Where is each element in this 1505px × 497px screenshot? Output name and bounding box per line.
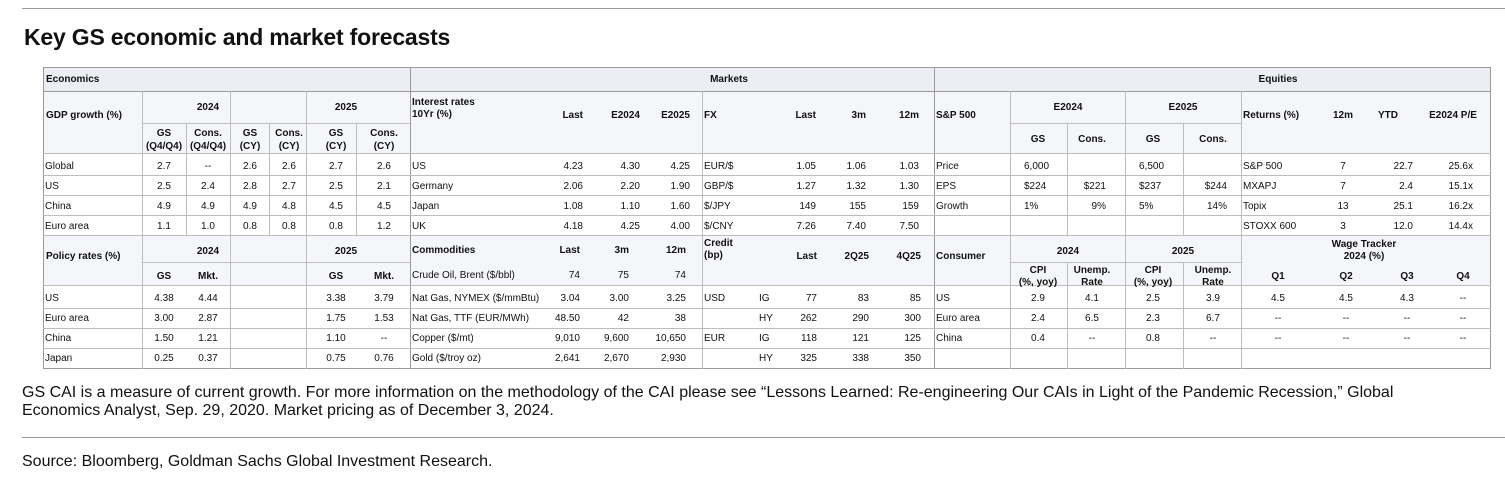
commodities-value: 2,670 xyxy=(603,352,629,364)
policy-value: 3.79 xyxy=(374,292,394,304)
commodities-value: 3.04 xyxy=(560,292,580,304)
sp500-year-e2025: E2025 xyxy=(1168,101,1198,113)
commodities-value: 2,641 xyxy=(554,352,580,364)
gdp-year-2025: 2025 xyxy=(334,101,358,113)
rates-value: 4.18 xyxy=(563,220,583,232)
policy-row-label: Japan xyxy=(45,352,73,364)
gdp-value: 2.4 xyxy=(201,180,215,192)
credit-value: 118 xyxy=(801,332,817,344)
credit-value: 325 xyxy=(800,352,817,364)
returns-row-label: Topix xyxy=(1243,200,1267,212)
policy-col-header: Mkt. xyxy=(198,270,218,282)
wage-value: -- xyxy=(1403,332,1411,344)
commodities-label: Commodities xyxy=(412,244,476,256)
returns-row-label: S&P 500 xyxy=(1243,160,1283,172)
gdp-value: 2.7 xyxy=(157,160,171,172)
policy-row-label: Euro area xyxy=(45,312,89,324)
sp500-value: $224 xyxy=(1024,180,1047,192)
credit-type: HY xyxy=(759,352,773,364)
credit-value: 85 xyxy=(909,292,921,304)
gdp-value: 2.5 xyxy=(157,180,171,192)
sp500-row-label: Growth xyxy=(936,200,969,212)
policy-value: 0.25 xyxy=(154,352,174,364)
fx-row-label: $/CNY xyxy=(704,220,734,232)
wage-col-header: Q1 xyxy=(1271,270,1285,282)
gdp-col-header: (CY) xyxy=(325,140,347,152)
gdp-value: -- xyxy=(204,160,212,172)
policy-row-label: China xyxy=(45,332,72,344)
returns-label: Returns (%) xyxy=(1243,109,1300,121)
gdp-value: 4.9 xyxy=(201,200,215,212)
consumer-col-header: (%, yoy) xyxy=(1133,276,1173,288)
consumer-value: 0.4 xyxy=(1031,332,1045,344)
commodities-col-header: 12m xyxy=(665,244,686,256)
returns-row-label: STOXX 600 xyxy=(1243,220,1297,232)
commodities-row-label: Crude Oil, Brent ($/bbl) xyxy=(412,269,515,281)
gdp-row-label: US xyxy=(45,180,59,192)
gdp-value: 4.8 xyxy=(282,200,296,212)
fx-value: 1.06 xyxy=(846,160,866,172)
page-title: Key GS economic and market forecasts xyxy=(24,24,451,50)
policy-year-2025: 2025 xyxy=(334,245,358,257)
credit-value: 262 xyxy=(800,312,817,324)
sp500-value: $244 xyxy=(1204,180,1227,192)
fx-row-label: $/JPY xyxy=(704,200,731,212)
gdp-col-header: (CY) xyxy=(278,140,300,152)
returns-value: 16.2x xyxy=(1448,200,1473,212)
fx-value: 7.26 xyxy=(796,220,816,232)
credit-value: 290 xyxy=(852,312,869,324)
returns-value: 7 xyxy=(1340,180,1346,192)
returns-value: 22.7 xyxy=(1393,160,1413,172)
gdp-value: 0.8 xyxy=(329,220,343,232)
fx-value: 149 xyxy=(799,200,816,212)
credit-type: IG xyxy=(759,292,770,304)
sp500-year-e2024: E2024 xyxy=(1053,101,1083,113)
sp500-value: 5% xyxy=(1139,200,1154,212)
policy-value: 0.37 xyxy=(198,352,218,364)
consumer-col-header: Rate xyxy=(1081,276,1103,288)
gdp-value: 2.6 xyxy=(282,160,296,172)
wage-col-header: Q3 xyxy=(1400,270,1414,282)
rates-value: 1.60 xyxy=(670,200,690,212)
gdp-row-label: China xyxy=(45,200,72,212)
commodities-value: 9,010 xyxy=(554,332,580,344)
rates-value: 2.20 xyxy=(620,180,640,192)
rates-row-label: Germany xyxy=(412,180,454,192)
gdp-value: 4.9 xyxy=(243,200,257,212)
rates-value: 1.90 xyxy=(670,180,690,192)
sp500-col-header: GS xyxy=(1145,133,1161,145)
top-rule xyxy=(22,8,1505,9)
gdp-col-header: Cons. xyxy=(194,127,222,139)
fx-value: 1.03 xyxy=(899,160,919,172)
credit-value: 77 xyxy=(805,292,817,304)
commodities-value: 10,650 xyxy=(655,332,686,344)
policy-value: 0.75 xyxy=(326,352,346,364)
section-economics: Economics xyxy=(46,73,100,85)
gdp-value: 2.8 xyxy=(243,180,257,192)
credit-label: (bp) xyxy=(704,249,723,261)
commodities-value: 9,600 xyxy=(603,332,629,344)
returns-value: 3 xyxy=(1340,220,1346,232)
footnote-rule xyxy=(22,437,1505,438)
gdp-value: 4.9 xyxy=(157,200,171,212)
returns-row-label: MXAPJ xyxy=(1243,180,1277,192)
consumer-col-header: CPI xyxy=(1029,264,1047,276)
gdp-col-header: (CY) xyxy=(373,140,395,152)
credit-value: 350 xyxy=(904,352,921,364)
rates-value: 4.25 xyxy=(670,160,690,172)
policy-col-header: GS xyxy=(156,270,172,282)
rates-value: 4.30 xyxy=(620,160,640,172)
consumer-value: 4.1 xyxy=(1085,292,1099,304)
credit-label: Credit xyxy=(704,237,733,249)
commodities-row-label: Nat Gas, NYMEX ($/mmBtu) xyxy=(412,292,540,304)
fx-row-label: EUR/$ xyxy=(704,160,734,172)
commodities-value: 42 xyxy=(617,312,629,324)
rates-value: 2.06 xyxy=(563,180,583,192)
fx-value: 155 xyxy=(849,200,866,212)
policy-col-header: GS xyxy=(328,270,344,282)
credit-value: 121 xyxy=(852,332,869,344)
rates-value: 4.25 xyxy=(620,220,640,232)
commodities-row-label: Gold ($/troy oz) xyxy=(412,352,481,364)
rates-label: Interest rates xyxy=(412,96,475,108)
rates-row-label: UK xyxy=(412,220,426,232)
fx-value: 7.40 xyxy=(846,220,866,232)
gdp-value: 2.6 xyxy=(243,160,257,172)
credit-region: EUR xyxy=(704,332,726,344)
gdp-value: 1.0 xyxy=(201,220,215,232)
gdp-value: 2.7 xyxy=(329,160,343,172)
commodities-value: 74 xyxy=(674,269,686,281)
consumer-col-header: Rate xyxy=(1202,276,1224,288)
gdp-value: 1.1 xyxy=(157,220,171,232)
consumer-label: Consumer xyxy=(936,250,986,262)
consumer-value: 6.7 xyxy=(1206,312,1220,324)
wage-col-header: Q4 xyxy=(1456,270,1470,282)
wage-tracker-label: 2024 (%) xyxy=(1343,250,1385,262)
consumer-year-2025: 2025 xyxy=(1171,245,1195,257)
commodities-value: 3.25 xyxy=(666,292,686,304)
policy-value: 2.87 xyxy=(198,312,218,324)
gdp-label: GDP growth (%) xyxy=(46,109,122,121)
section-equities: Equities xyxy=(1258,73,1298,85)
wage-value: 4.3 xyxy=(1400,292,1414,304)
policy-value: 1.21 xyxy=(198,332,218,344)
wage-value: -- xyxy=(1459,332,1467,344)
consumer-row-label: Euro area xyxy=(936,312,980,324)
gdp-col-header: GS xyxy=(242,127,258,139)
consumer-value: 2.5 xyxy=(1146,292,1160,304)
wage-value: -- xyxy=(1342,332,1350,344)
rates-col-header: Last xyxy=(562,109,583,121)
policy-value: 4.38 xyxy=(154,292,174,304)
gdp-value: 1.2 xyxy=(377,220,391,232)
wage-value: -- xyxy=(1342,312,1350,324)
gdp-value: 2.5 xyxy=(329,180,343,192)
credit-type: IG xyxy=(759,332,770,344)
policy-row-label: US xyxy=(45,292,59,304)
returns-value: 15.1x xyxy=(1448,180,1473,192)
sp500-col-header: Cons. xyxy=(1078,133,1106,145)
wage-value: -- xyxy=(1459,292,1467,304)
section-markets: Markets xyxy=(710,73,748,85)
gdp-value: 4.5 xyxy=(329,200,343,212)
fx-col-header: 12m xyxy=(898,109,919,121)
fx-value: 1.27 xyxy=(796,180,816,192)
gdp-col-header: (Q4/Q4) xyxy=(189,140,227,152)
fx-value: 1.32 xyxy=(846,180,866,192)
consumer-col-header: CPI xyxy=(1144,264,1162,276)
gdp-value: 0.8 xyxy=(282,220,296,232)
wage-value: -- xyxy=(1459,312,1467,324)
gdp-col-header: (CY) xyxy=(239,140,261,152)
consumer-value: 2.3 xyxy=(1146,312,1160,324)
wage-value: 4.5 xyxy=(1339,292,1353,304)
returns-value: 25.1 xyxy=(1393,200,1413,212)
rates-col-header: E2024 xyxy=(611,109,640,121)
sp500-value: 9% xyxy=(1091,200,1106,212)
wage-value: -- xyxy=(1274,332,1282,344)
fx-value: 7.50 xyxy=(899,220,919,232)
credit-value: 300 xyxy=(904,312,921,324)
rates-row-label: US xyxy=(412,160,426,172)
commodities-value: 38 xyxy=(674,312,686,324)
source-note: Source: Bloomberg, Goldman Sachs Global Investment Research. xyxy=(22,453,493,470)
commodities-row-label: Copper ($/mt) xyxy=(412,332,474,344)
credit-value: 125 xyxy=(904,332,921,344)
gdp-row-label: Euro area xyxy=(45,220,89,232)
returns-col-header: YTD xyxy=(1378,109,1398,121)
rates-row-label: Japan xyxy=(412,200,440,212)
commodities-col-header: Last xyxy=(559,244,580,256)
gdp-col-header: Cons. xyxy=(370,127,398,139)
fx-label: FX xyxy=(704,109,717,121)
consumer-value: 6.5 xyxy=(1085,312,1099,324)
rates-label: 10Yr (%) xyxy=(412,108,453,120)
returns-col-header: E2024 P/E xyxy=(1429,109,1477,121)
credit-col-header: Last xyxy=(796,250,817,262)
rates-value: 4.00 xyxy=(670,220,690,232)
gdp-col-header: GS xyxy=(328,127,344,139)
policy-value: 3.38 xyxy=(326,292,346,304)
gdp-value: 0.8 xyxy=(243,220,257,232)
credit-value: 83 xyxy=(857,292,869,304)
sp500-value: 14% xyxy=(1206,200,1227,212)
policy-year-2024: 2024 xyxy=(196,245,220,257)
commodities-value: 3.00 xyxy=(609,292,629,304)
policy-value: 1.75 xyxy=(326,312,346,324)
policy-value: 4.44 xyxy=(198,292,218,304)
commodities-value: 75 xyxy=(617,269,629,281)
sp500-row-label: EPS xyxy=(936,180,957,192)
consumer-row-label: US xyxy=(936,292,950,304)
consumer-value: -- xyxy=(1209,332,1217,344)
fx-value: 1.05 xyxy=(796,160,816,172)
commodities-value: 48.50 xyxy=(554,312,580,324)
consumer-col-header: Unemp. xyxy=(1194,264,1232,276)
sp500-label: S&P 500 xyxy=(936,109,976,121)
sp500-row-label: Price xyxy=(936,160,959,172)
policy-value: -- xyxy=(380,332,388,344)
gdp-row-label: Global xyxy=(45,160,74,172)
returns-value: 14.4x xyxy=(1448,220,1473,232)
wage-value: -- xyxy=(1274,312,1282,324)
gdp-value: 2.7 xyxy=(282,180,296,192)
wage-col-header: Q2 xyxy=(1339,270,1353,282)
sp500-value: 6,500 xyxy=(1139,160,1165,172)
gdp-col-header: (Q4/Q4) xyxy=(145,140,183,152)
gdp-year-2024: 2024 xyxy=(196,101,220,113)
rates-value: 1.10 xyxy=(620,200,640,212)
wage-value: 4.5 xyxy=(1271,292,1285,304)
forecast-table xyxy=(43,67,1491,369)
consumer-col-header: (%, yoy) xyxy=(1018,276,1058,288)
credit-type: HY xyxy=(759,312,773,324)
fx-value: 159 xyxy=(902,200,919,212)
gdp-value: 2.1 xyxy=(377,180,391,192)
sp500-value: $221 xyxy=(1083,180,1106,192)
gdp-col-header: Cons. xyxy=(275,127,303,139)
rates-value: 1.08 xyxy=(563,200,583,212)
policy-value: 0.76 xyxy=(374,352,394,364)
rates-col-header: E2025 xyxy=(661,109,690,121)
commodities-value: 2,930 xyxy=(660,352,686,364)
returns-value: 2.4 xyxy=(1399,180,1413,192)
consumer-value: 2.4 xyxy=(1031,312,1045,324)
gdp-value: 4.5 xyxy=(377,200,391,212)
sp500-value: $237 xyxy=(1139,180,1162,192)
policy-value: 1.53 xyxy=(374,312,394,324)
consumer-value: 3.9 xyxy=(1206,292,1220,304)
commodities-col-header: 3m xyxy=(614,244,629,256)
policy-value: 1.50 xyxy=(154,332,174,344)
rates-value: 4.23 xyxy=(563,160,583,172)
returns-value: 13 xyxy=(1337,200,1349,212)
returns-col-header: 12m xyxy=(1332,109,1353,121)
consumer-value: 0.8 xyxy=(1146,332,1160,344)
returns-value: 12.0 xyxy=(1393,220,1413,232)
fx-row-label: GBP/$ xyxy=(704,180,734,192)
sp500-col-header: Cons. xyxy=(1199,133,1227,145)
sp500-col-header: GS xyxy=(1030,133,1046,145)
credit-col-header: 2Q25 xyxy=(844,250,869,262)
footnote: GS CAI is a measure of current growth. For more information on the methodology of the CAI please see “Lessons Learned: Re-engineering Our CAIs in Light of the Pandemic Recession,” Global Economics Analyst, Sep. 29, 2020. Market pricing as of December 3, 2024. xyxy=(22,384,1394,419)
consumer-row-label: China xyxy=(936,332,963,344)
returns-value: 7 xyxy=(1340,160,1346,172)
fx-col-header: 3m xyxy=(851,109,866,121)
credit-value: 338 xyxy=(852,352,869,364)
credit-region: USD xyxy=(704,292,726,304)
commodities-value: 74 xyxy=(568,269,580,281)
wage-value: -- xyxy=(1403,312,1411,324)
gdp-value: 2.6 xyxy=(377,160,391,172)
fx-col-header: Last xyxy=(795,109,816,121)
sp500-value: 1% xyxy=(1024,200,1039,212)
consumer-col-header: Unemp. xyxy=(1073,264,1111,276)
consumer-value: 2.9 xyxy=(1031,292,1045,304)
consumer-value: -- xyxy=(1088,332,1096,344)
policy-value: 1.10 xyxy=(326,332,346,344)
wage-tracker-label: Wage Tracker xyxy=(1331,238,1397,250)
credit-col-header: 4Q25 xyxy=(896,250,921,262)
fx-value: 1.30 xyxy=(899,180,919,192)
policy-value: 3.00 xyxy=(154,312,174,324)
commodities-row-label: Nat Gas, TTF (EUR/MWh) xyxy=(412,312,530,324)
sp500-value: 6,000 xyxy=(1024,160,1050,172)
policy-label: Policy rates (%) xyxy=(46,250,121,262)
returns-value: 25.6x xyxy=(1448,160,1473,172)
gdp-col-header: GS xyxy=(156,127,172,139)
consumer-year-2024: 2024 xyxy=(1056,245,1080,257)
policy-col-header: Mkt. xyxy=(374,270,394,282)
